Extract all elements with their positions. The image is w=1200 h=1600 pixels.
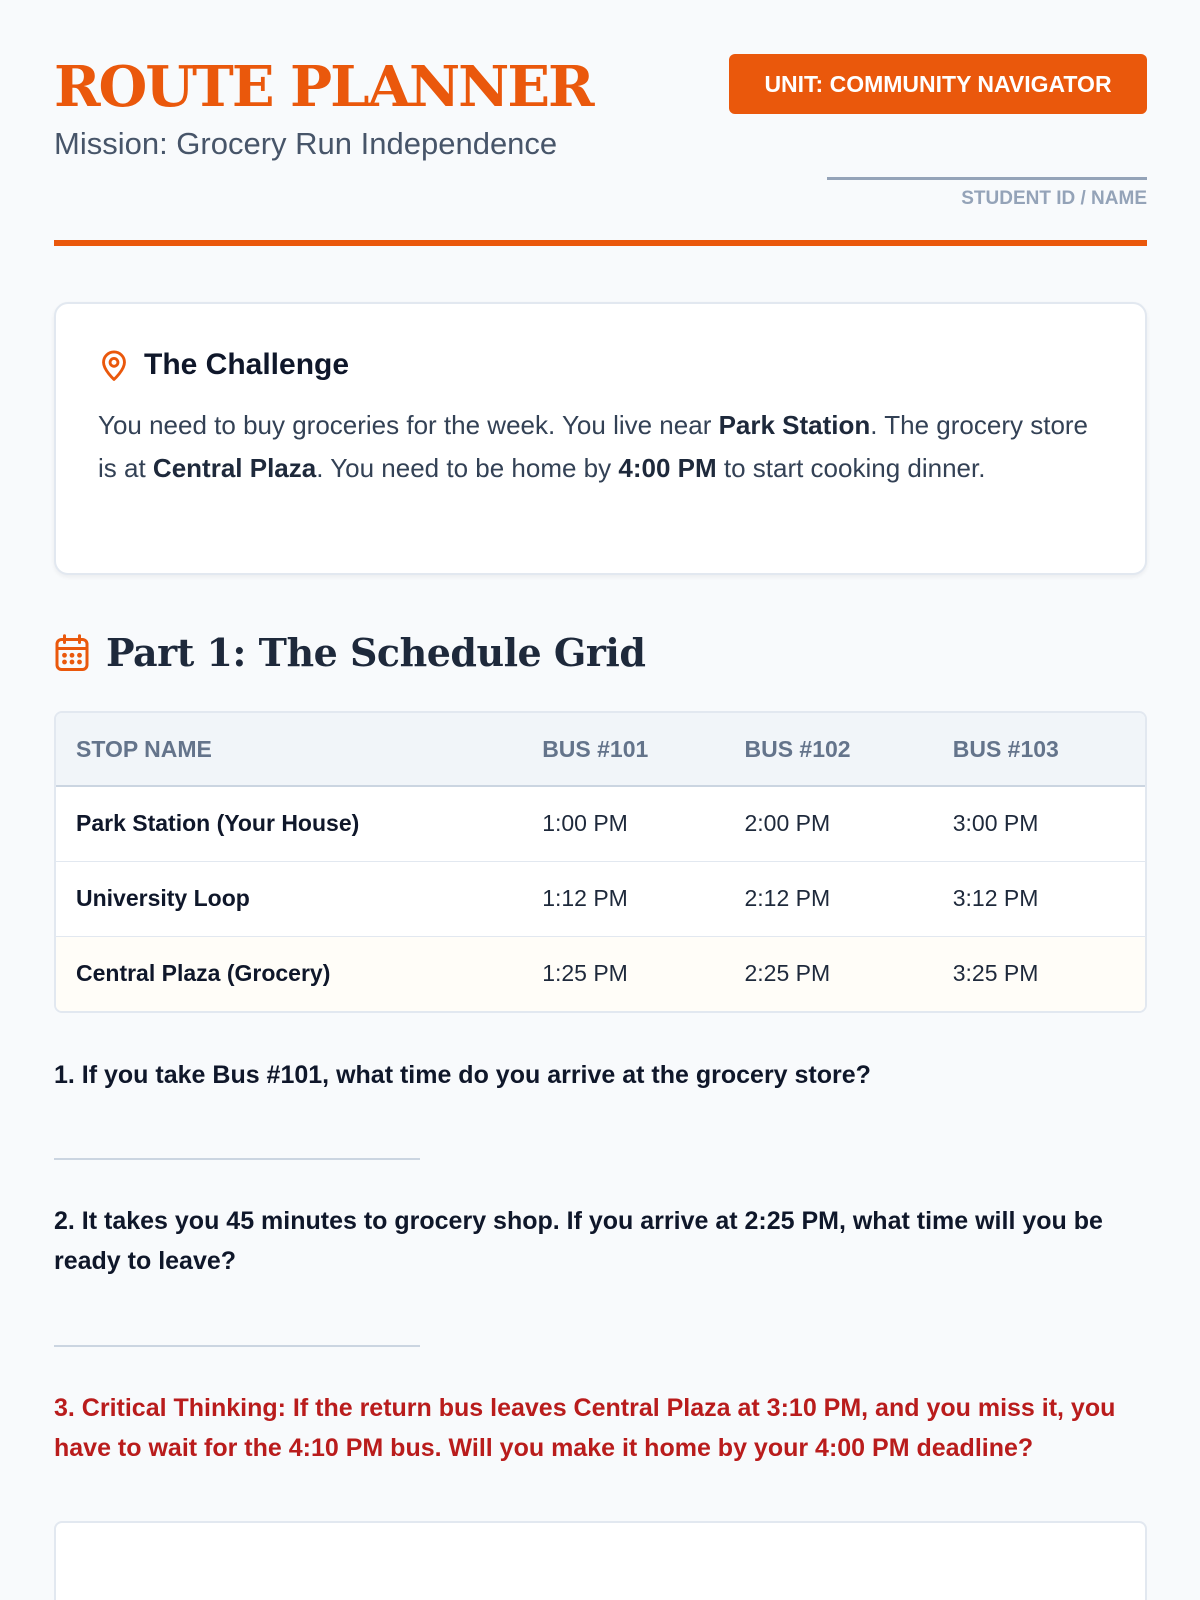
- page-title: ROUTE PLANNER: [54, 54, 593, 120]
- column-header-bus-101: BUS #101: [522, 713, 724, 786]
- calendar-icon: [54, 633, 90, 673]
- challenge-text-part: . You need to be home by: [316, 453, 619, 483]
- question-2: 2. It takes you 45 minutes to grocery shop. If you arrive at 2:25 PM, what time will you be ready to leave?: [54, 1207, 1103, 1275]
- unit-badge: UNIT: COMMUNITY NAVIGATOR: [729, 54, 1147, 114]
- challenge-heading: [98, 348, 349, 382]
- challenge-deadline: 4:00 PM: [618, 453, 717, 483]
- challenge-text-part: You need to buy groceries for the week. You live near: [98, 410, 719, 440]
- time-cell: 3:12 PM: [933, 861, 1145, 936]
- schedule-table: [54, 711, 1147, 1013]
- challenge-home-stop: Park Station: [718, 410, 871, 440]
- stop-name: Central Plaza (Grocery): [56, 936, 522, 1011]
- stop-name: Park Station (Your House): [56, 786, 522, 861]
- student-name-label: STUDENT ID / NAME: [961, 188, 1147, 209]
- challenge-title: The Challenge: [144, 348, 350, 381]
- mission-subtitle: Mission: Grocery Run Independence: [54, 126, 558, 161]
- table-row: [56, 786, 1145, 861]
- time-cell: 3:25 PM: [933, 936, 1145, 1011]
- time-cell: 1:00 PM: [522, 786, 724, 861]
- challenge-text-part: . The grocery store is at: [98, 410, 1089, 483]
- schedule-header-row: [56, 713, 1145, 786]
- column-header-bus-102: BUS #102: [724, 713, 932, 786]
- answer-line-1[interactable]: [54, 1158, 420, 1160]
- worksheet-page: [54, 0, 1147, 1462]
- table-row: [56, 861, 1145, 936]
- challenge-card: [54, 302, 1147, 575]
- challenge-text-part: to start cooking dinner.: [716, 453, 986, 483]
- stop-name: University Loop: [56, 861, 522, 936]
- column-header-stop: STOP NAME: [56, 713, 522, 786]
- time-cell: 2:00 PM: [724, 786, 932, 861]
- worksheet-header: [54, 0, 1147, 248]
- column-header-bus-103: BUS #103: [933, 713, 1145, 786]
- challenge-store-stop: Central Plaza: [152, 453, 317, 483]
- map-pin-icon: [98, 348, 130, 382]
- part1-heading: [54, 630, 645, 675]
- time-cell: 2:25 PM: [724, 936, 932, 1011]
- time-cell: 1:25 PM: [522, 936, 724, 1011]
- time-cell: 2:12 PM: [724, 861, 932, 936]
- challenge-text: [98, 404, 1098, 490]
- time-cell: 3:00 PM: [933, 786, 1145, 861]
- answer-line-2[interactable]: [54, 1345, 420, 1347]
- time-cell: 1:12 PM: [522, 861, 724, 936]
- part1-title: Part 1: The Schedule Grid: [106, 630, 646, 675]
- student-name-field[interactable]: [827, 177, 1147, 180]
- table-row: [56, 936, 1145, 1011]
- question-3-critical: 3. Critical Thinking: If the return bus leaves Central Plaza at 3:10 PM, and you miss it, you have to wait for the 4:10 PM bus. Will you make it home by your 4:00 PM deadline?: [54, 1394, 1116, 1462]
- question-1: 1. If you take Bus #101, what time do you arrive at the grocery store?: [54, 1061, 871, 1089]
- answer-box-3[interactable]: [54, 1521, 1147, 1600]
- header-divider: [54, 240, 1147, 246]
